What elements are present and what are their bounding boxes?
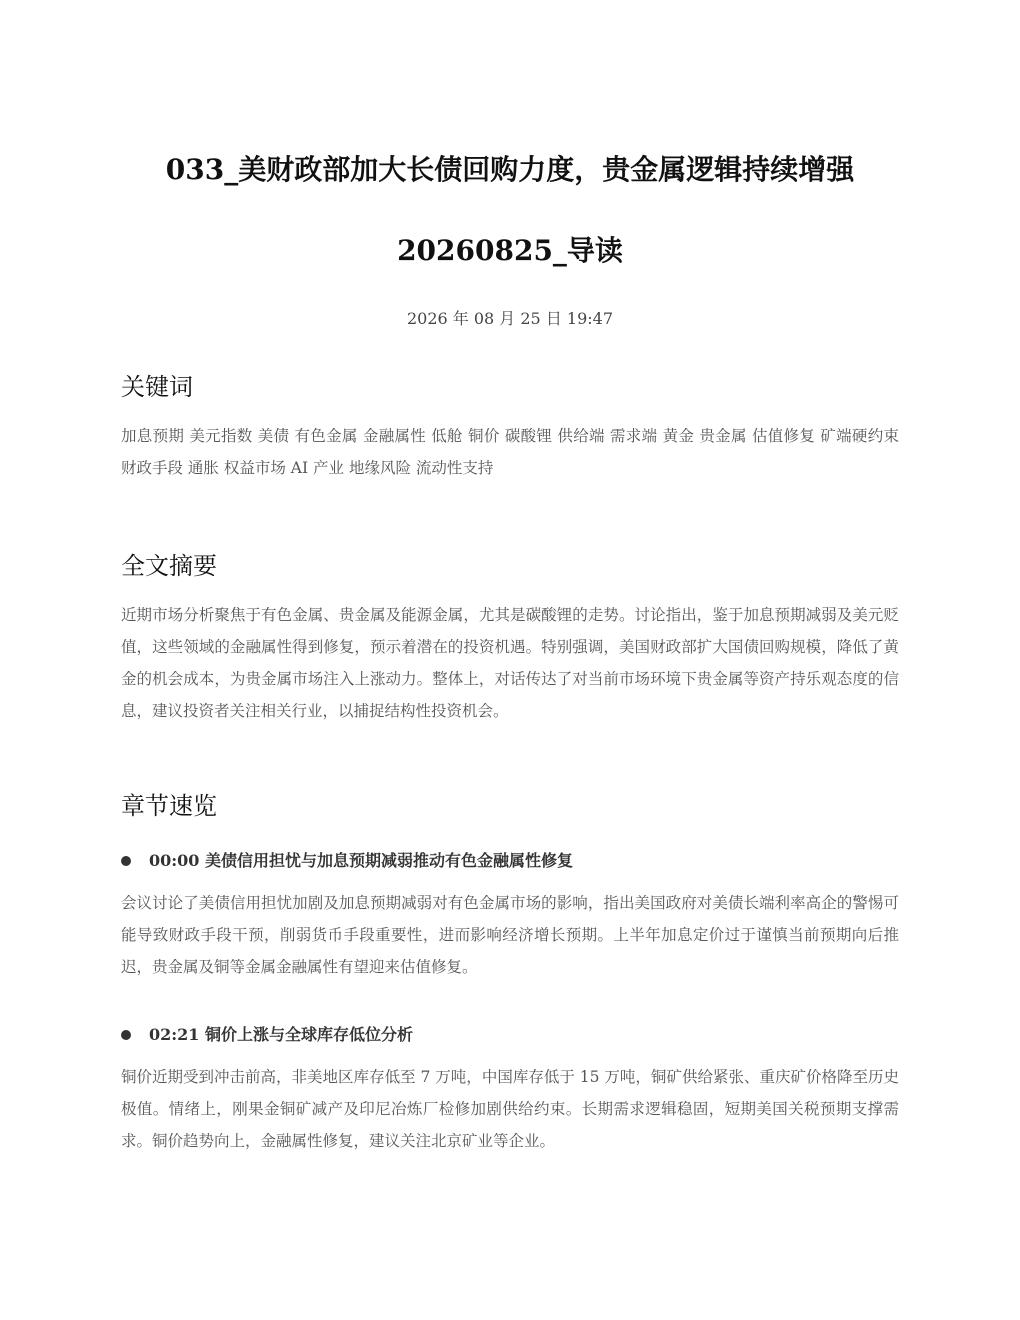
document-subtitle: 20260825_导读 — [397, 234, 623, 267]
keywords-heading: 关键词 — [121, 373, 193, 401]
chapter-text: 会议讨论了美债信用担忧加剧及加息预期减弱对有色金属市场的影响，指出美国政府对美债长端利率高企的警惕可能导致财政手段干预，削弱货币手段重要性，进而影响经济增长预期。上半年加息定价过于谨慎当前预期向后推迟，贵金属及铜等金属金融属性有望迎来估值修复。 — [121, 894, 899, 976]
bullet-icon — [121, 1030, 131, 1040]
document-date: 2026 年 08 月 25 日 19:47 — [406, 309, 614, 328]
bullet-icon — [121, 856, 131, 866]
chapter-title: 02:21 铜价上涨与全球库存低位分析 — [149, 1025, 414, 1044]
chapter-title: 00:00 美债信用担忧与加息预期减弱推动有色金融属性修复 — [149, 851, 574, 870]
document-title: 033_美财政部加大长债回购力度，贵金属逻辑持续增强 — [165, 153, 855, 186]
chapters-heading: 章节速览 — [121, 792, 217, 820]
chapter-item-title — [121, 847, 899, 875]
chapter-item-title — [121, 1021, 899, 1049]
chapter-text: 铜价近期受到冲击前高，非美地区库存低至 7 万吨，中国库存低于 15 万吨，铜矿供给紧张、重庆矿价格降至历史极值。情绪上，刚果金铜矿减产及印尼冶炼厂检修加剧供给约束。长期需求逻辑稳固，短期美国关税预期支撑需求。铜价趋势向上，金融属性修复，建议关注北京矿业等企业。 — [121, 1068, 899, 1150]
summary-heading: 全文摘要 — [121, 552, 217, 580]
keywords-text: 加息预期 美元指数 美债 有色金属 金融属性 低舱 铜价 碳酸锂 供给端 需求端 黄金 贵金属 估值修复 矿端硬约束 财政手段 通胀 权益市场 AI 产业 地缘风险 流动性支持 — [121, 427, 899, 477]
summary-text: 近期市场分析聚焦于有色金属、贵金属及能源金属，尤其是碳酸锂的走势。讨论指出，鉴于加息预期减弱及美元贬值，这些领域的金融属性得到修复，预示着潜在的投资机遇。特别强调，美国财政部扩大国债回购规模，降低了黄金的机会成本，为贵金属市场注入上涨动力。整体上，对话传达了对当前市场环境下贵金属等资产持乐观态度的信息，建议投资者关注相关行业，以捕捉结构性投资机会。 — [121, 606, 899, 720]
